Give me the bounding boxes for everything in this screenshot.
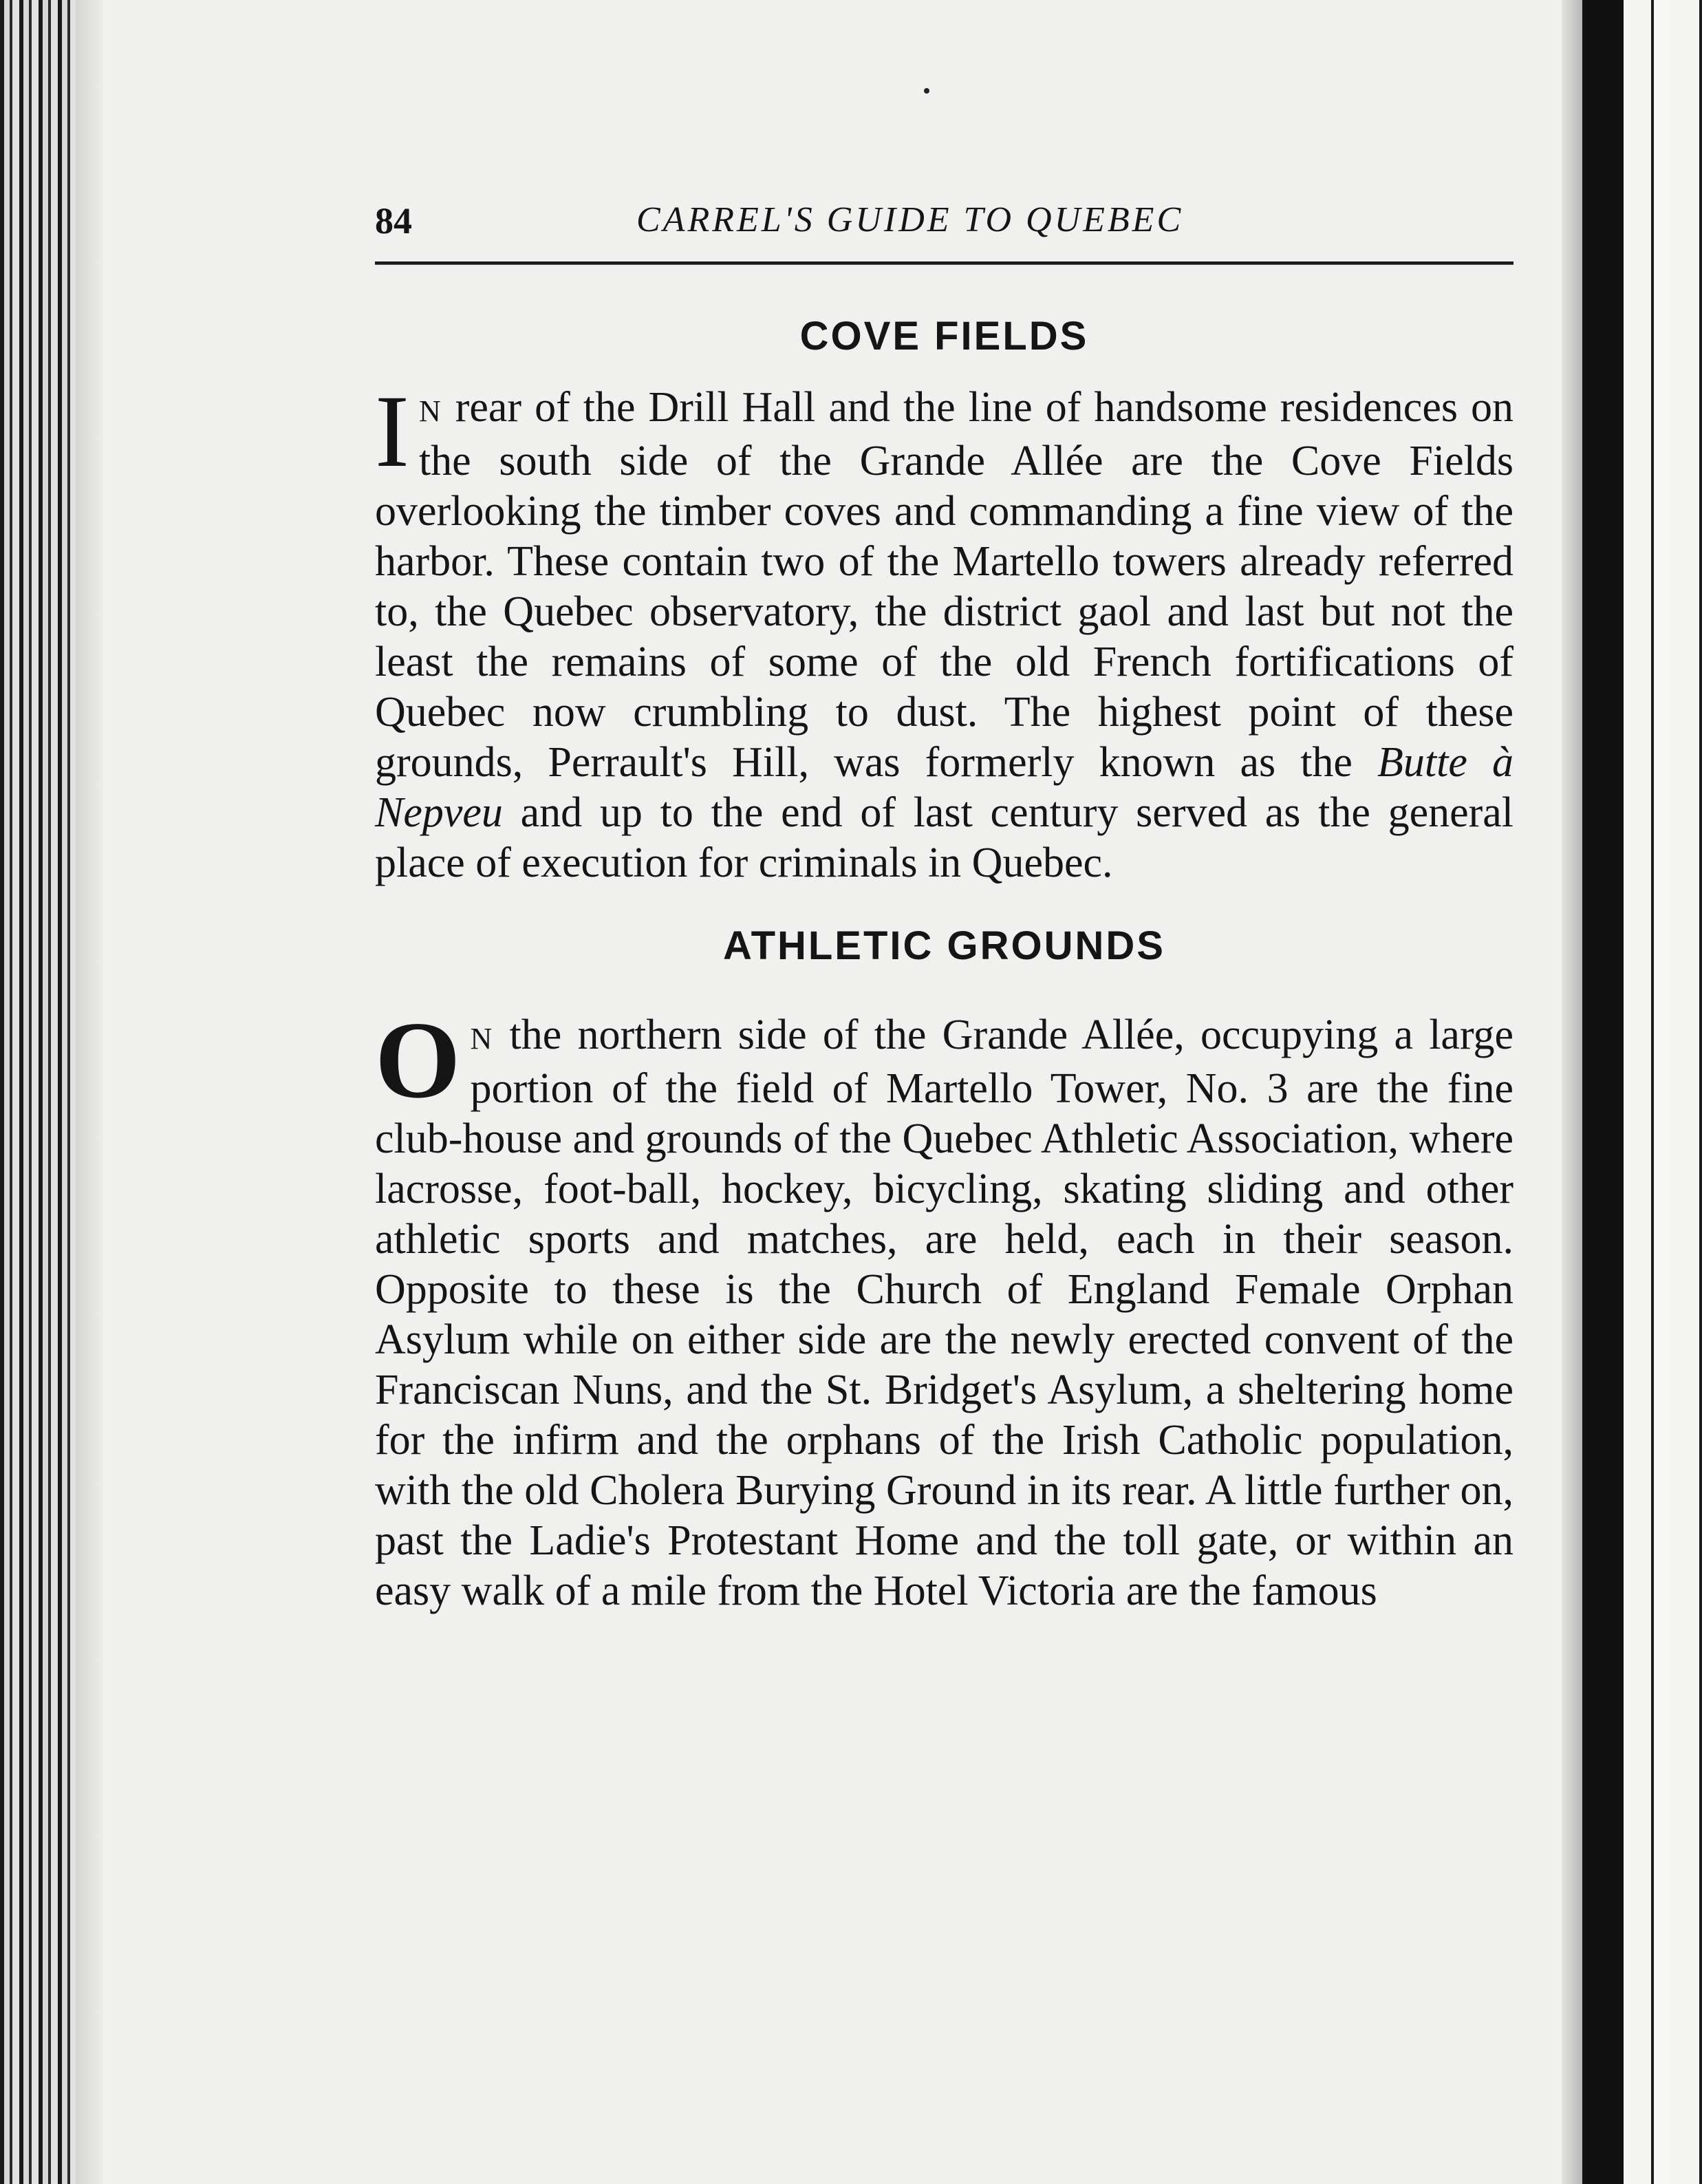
- left-page-edges: [0, 0, 103, 2184]
- drop-cap: O: [375, 998, 461, 1121]
- first-word-rest: N: [418, 394, 442, 428]
- paragraph-text: rear of the Drill Hall and the line of handsome residences on the south side of the Grande Allée are the Cove Fields overlooking the timber coves and commanding a fine view of the harbor. These contain two of the Martello towers already referred to, the Quebec observatory, the district gaol and last but not the least the remains of some of the old French fortifications of Quebec now crumbling to dust. The highest point of these grounds, Perrault's Hill, was formerly known as the: [375, 384, 1514, 786]
- section-heading-cove-fields: COVE FIELDS: [799, 314, 1089, 358]
- paragraph-text: the northern side of the Grande Allée, occupying a large portion of the field of Martello Tower, No. 3 are the fine club-house and grounds of the Quebec Athletic Association, where lacrosse, foot-ball, hockey, bicycling, skating sliding and other athletic sports and matches, are held, each in their season. Opposite to these is the Church of England Female Orphan Asylum while on either side are the newly erected convent of the Franciscan Nuns, and the St. Bridget's Asylum, a sheltering home for the infirm and the orphans of the Irish Catholic population, with the old Cholera Burying Ground in its rear. A little further on, past the Ladie's Protestant Home and the toll gate, or within an easy walk of a mile from the Hotel Victoria are the famous: [375, 1011, 1514, 1614]
- header-rule: [375, 261, 1514, 265]
- paragraph-athletic-grounds: [375, 998, 1514, 1616]
- paragraph-text: and up to the end of last century served as the general place of execution for criminals in Quebec.: [375, 789, 1514, 886]
- page-number: 84: [375, 200, 412, 242]
- running-head: [375, 186, 1514, 261]
- section-heading-athletic-grounds: ATHLETIC GROUNDS: [722, 923, 1165, 968]
- paragraph-cove-fields: [375, 374, 1514, 888]
- first-word-rest: N: [470, 1022, 494, 1056]
- print-mark: [924, 88, 929, 94]
- running-title: CARREL'S GUIDE TO QUEBEC: [636, 200, 1184, 239]
- binding-edge: [1582, 0, 1624, 2184]
- drop-cap: I: [375, 374, 409, 489]
- italic-place-name: Butte à Nepveu: [375, 739, 1514, 836]
- facing-page-edge: [1624, 0, 1702, 2184]
- book-page: [375, 186, 1514, 1616]
